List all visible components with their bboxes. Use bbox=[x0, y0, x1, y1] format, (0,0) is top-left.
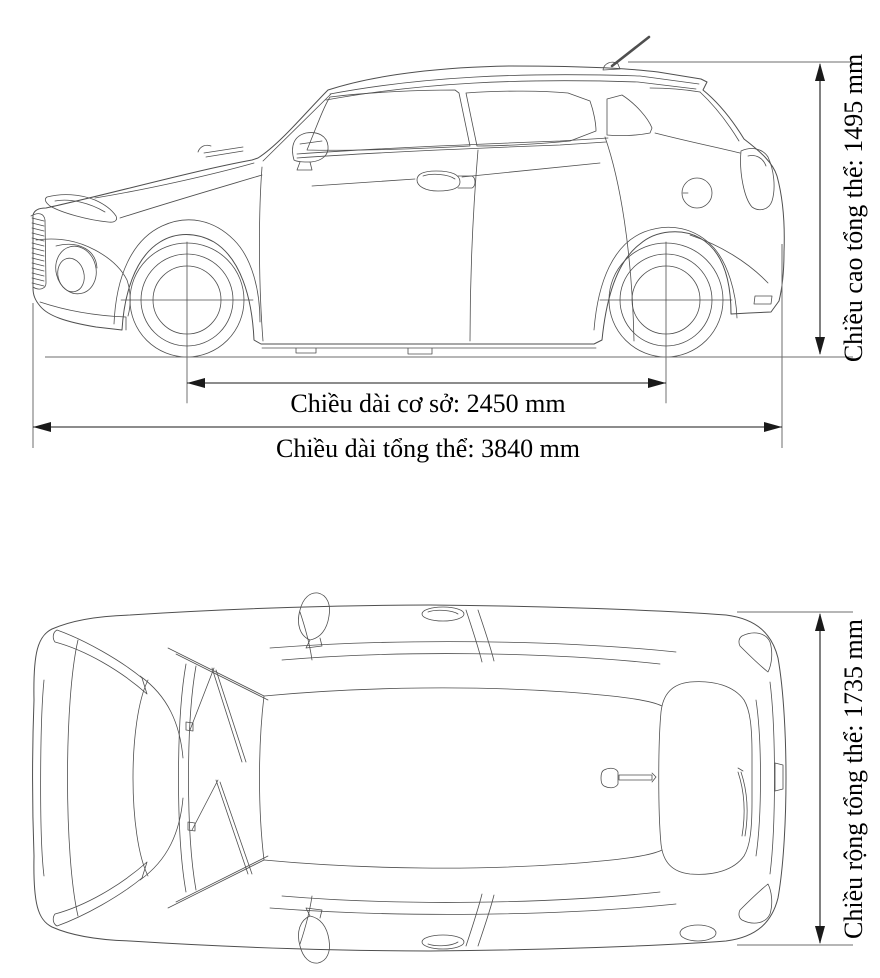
car-top-body bbox=[33, 605, 787, 951]
arrow-down-icon bbox=[815, 926, 825, 944]
top-taillights bbox=[739, 633, 772, 923]
length-label: Chiều dài tổng thể: 3840 mm bbox=[275, 434, 581, 463]
taillight bbox=[741, 149, 775, 210]
side-view bbox=[31, 37, 868, 463]
top-fuel-cap bbox=[680, 925, 716, 941]
arrow-left-icon bbox=[33, 422, 51, 432]
arrow-up-icon bbox=[815, 63, 825, 81]
fuel-cap bbox=[682, 178, 712, 208]
side-mirror bbox=[293, 133, 329, 170]
arrow-right-icon bbox=[648, 378, 666, 388]
arrow-right-icon bbox=[764, 422, 782, 432]
width-label: Chiều rộng tổng thể: 1735 mm bbox=[839, 619, 868, 939]
arrow-left-icon bbox=[187, 378, 205, 388]
height-label: Chiều cao tổng thể: 1495 mm bbox=[839, 53, 868, 363]
rear-door-window bbox=[466, 91, 596, 146]
side-windows bbox=[307, 90, 652, 150]
rear-wiper bbox=[738, 768, 747, 836]
rear-window bbox=[659, 682, 752, 875]
arrow-up-icon bbox=[815, 613, 825, 631]
roof-antenna bbox=[601, 768, 656, 787]
car-side-body bbox=[33, 66, 784, 354]
rear-wheel bbox=[600, 242, 732, 403]
dimension-wheelbase bbox=[187, 378, 666, 418]
front-door-handle bbox=[417, 171, 475, 191]
quarter-window bbox=[607, 95, 652, 136]
arrow-down-icon bbox=[815, 337, 825, 355]
headlight bbox=[45, 195, 116, 223]
dimension-length bbox=[33, 244, 782, 463]
antenna bbox=[603, 37, 649, 70]
fog-lamp bbox=[51, 242, 101, 298]
wheelbase-label: Chiều dài cơ sở: 2450 mm bbox=[290, 389, 566, 418]
top-door-handles bbox=[422, 607, 464, 949]
dimension-height bbox=[45, 54, 868, 362]
top-mirrors bbox=[298, 593, 329, 963]
top-view bbox=[33, 593, 869, 963]
front-wheel bbox=[121, 242, 253, 403]
wipers bbox=[186, 668, 252, 874]
